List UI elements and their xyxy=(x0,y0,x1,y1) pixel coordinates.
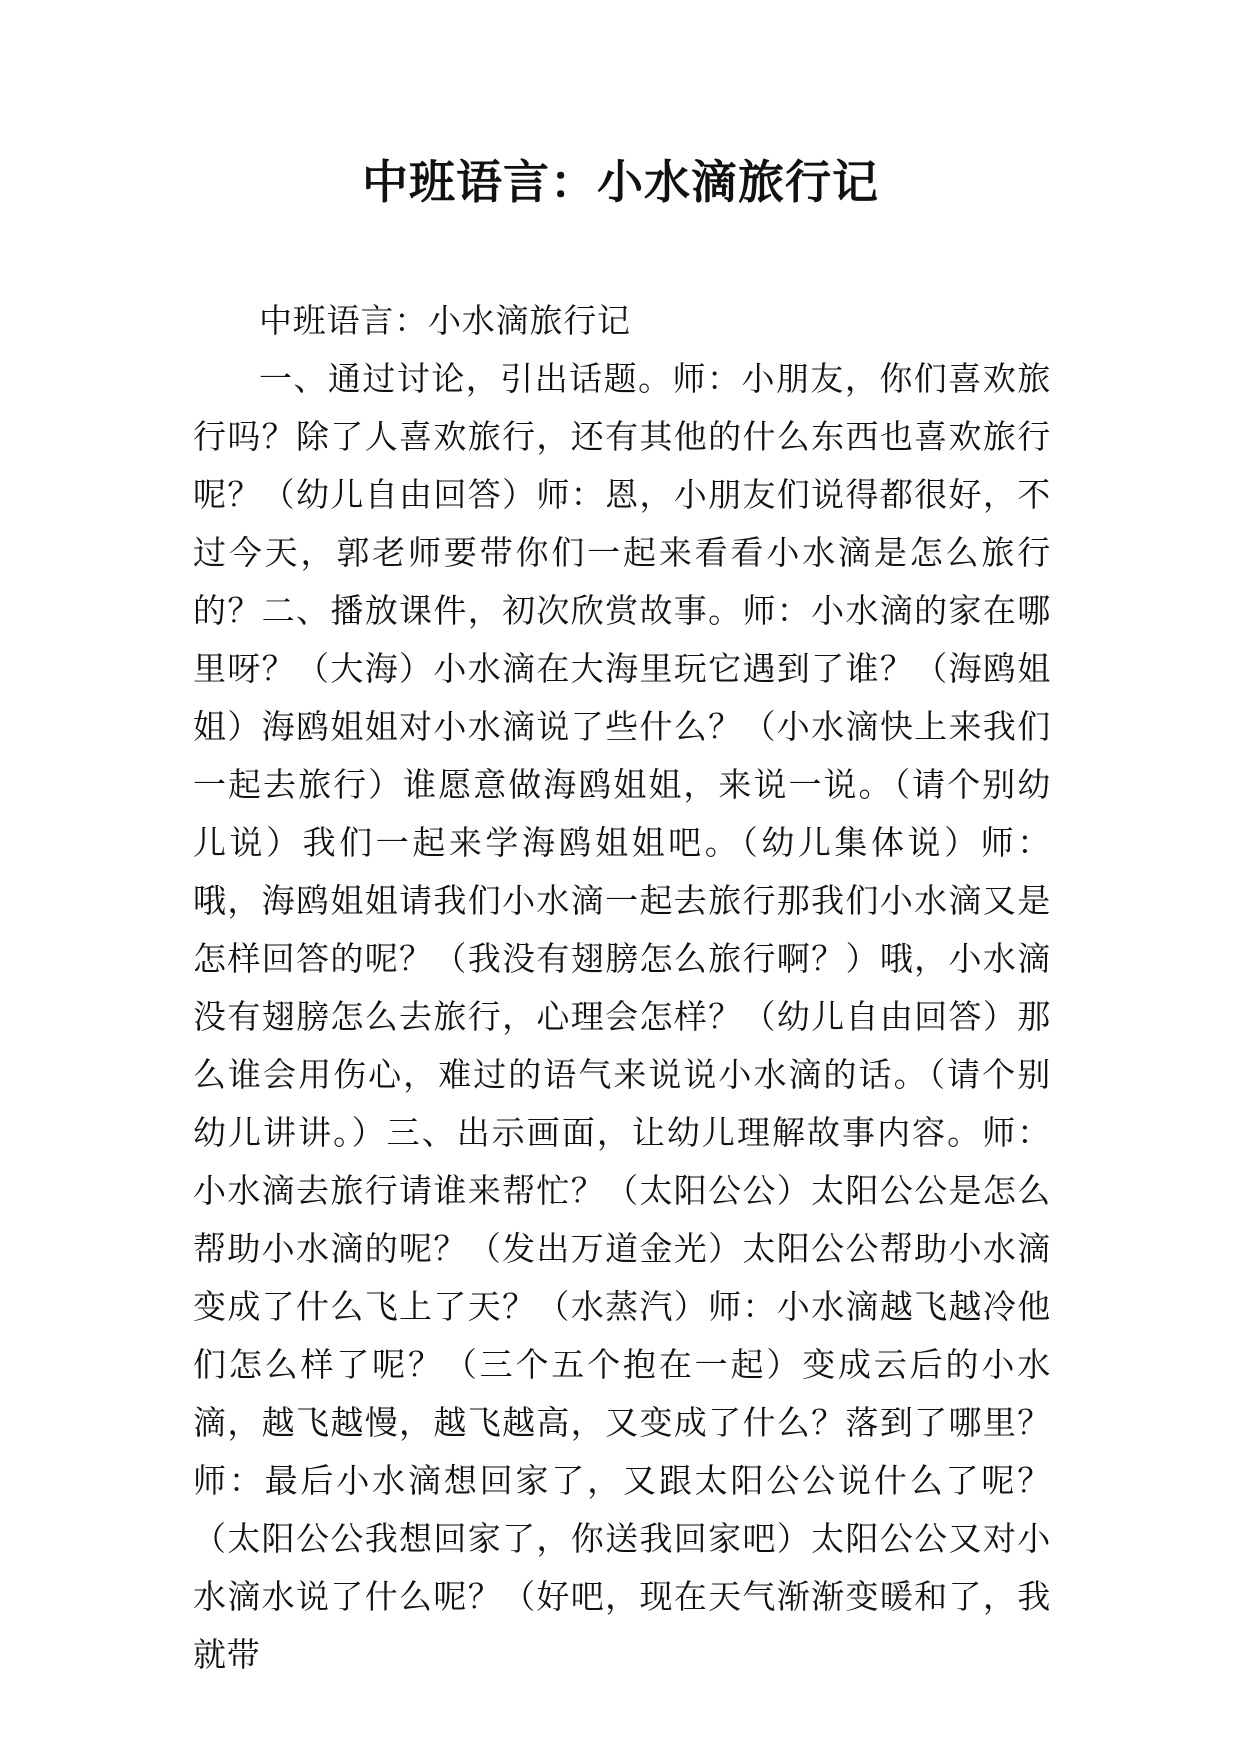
paragraph-main: 一、通过讨论，引出话题。师：小朋友，你们喜欢旅行吗？除了人喜欢旅行，还有其他的什么东西也喜欢旅行呢？（幼儿自由回答）师：恩，小朋友们说得都很好，不过今天，郭老师要带你们一起来看看小水滴是怎么旅行的？二、播放课件，初次欣赏故事。师：小水滴的家在哪里呀？（大海）小水滴在大海里玩它遇到了谁？（海鸥姐姐）海鸥姐姐对小水滴说了些什么？（小水滴快上来我们一起去旅行）谁愿意做海鸥姐姐，来说一说。（请个别幼儿说）我们一起来学海鸥姐姐吧。（幼儿集体说）师：哦，海鸥姐姐请我们小水滴一起去旅行那我们小水滴又是怎样回答的呢？（我没有翅膀怎么旅行啊？）哦，小水滴没有翅膀怎么去旅行，心理会怎样？（幼儿自由回答）那么谁会用伤心，难过的语气来说说小水滴的话。（请个别幼儿讲讲。）三、出示画面，让幼儿理解故事内容。师：小水滴去旅行请谁来帮忙？（太阳公公）太阳公公是怎么帮助小水滴的呢？（发出万道金光）太阳公公帮助小水滴变成了什么飞上了天？（水蒸汽）师：小水滴越飞越冷他们怎么样了呢？（三个五个抱在一起）变成云后的小水滴，越飞越慢，越飞越高，又变成了什么？落到了哪里？师：最后小水滴想回家了，又跟太阳公公说什么了呢？（太阳公公我想回家了，你送我回家吧）太阳公公又对小水滴水说了什么呢？（好吧，现在天气渐渐变暖和了，我就带 xyxy=(193,359,1051,1674)
paragraph-subtitle: 中班语言：小水滴旅行记 xyxy=(259,301,631,340)
document-body xyxy=(193,292,1051,1684)
document-title: 中班语言：小水滴旅行记 xyxy=(362,155,879,209)
